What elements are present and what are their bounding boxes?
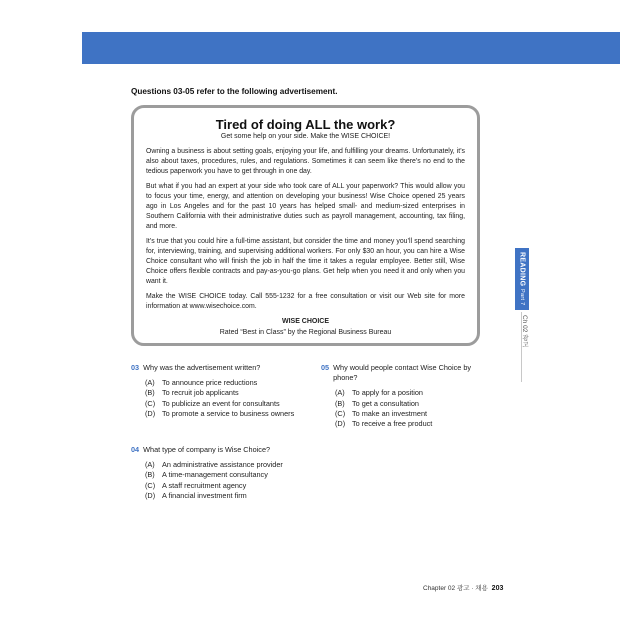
footer-chapter: Chapter 02 광고 · 채용 [423, 585, 488, 592]
ad-subhead: Get some help on your side. Make the WISE CHOICE! [220, 133, 391, 141]
answer-option[interactable] [145, 399, 306, 409]
option-text: To get a consultation [352, 398, 419, 408]
question-number: 05 [321, 363, 330, 372]
section-tab-reading [515, 248, 529, 310]
question-05 [321, 363, 493, 429]
ad-headline: Tired of doing ALL the work? [215, 117, 396, 132]
option-text: To apply for a position [352, 388, 423, 398]
question-stem: What type of company is Wise Choice? [143, 445, 271, 454]
option-letter: (D) [335, 419, 346, 429]
ad-signature-subtitle: Rated “Best in Class” by the Regional Business Bureau [219, 328, 392, 336]
option-letter: (B) [335, 398, 345, 408]
option-letter: (B) [145, 470, 155, 480]
option-letter: (B) [145, 388, 155, 398]
answer-option[interactable] [145, 409, 295, 419]
option-text: A staff recruitment agency [162, 480, 247, 490]
answer-options [145, 378, 306, 419]
section-tab-label: READING [518, 252, 526, 287]
option-letter: (D) [145, 490, 156, 500]
question-04 [131, 445, 316, 501]
option-text: To publicize an event for consultants [162, 398, 280, 408]
answer-option[interactable] [145, 378, 306, 388]
option-text: To receive a free product [352, 419, 433, 429]
question-number: 04 [131, 445, 140, 454]
answer-option[interactable] [145, 470, 316, 480]
option-text: A financial investment firm [162, 490, 247, 500]
option-text: To promote a service to business owners [162, 408, 295, 418]
ad-signature-name: WISE CHOICE [281, 318, 330, 326]
ad-paragraph: But what if you had an expert at your side who took care of ALL your paperwork? This would allow you to focus your time, energy, and attention on developing your business! Wise Choice opened 25 years ago in Los Angeles and for the past 10 years has helped small- and medium-sized enterprises in Southern California with their administrative duties such as payroll management, accounting, tax filing, and more. [146, 183, 465, 231]
section-tab-chapter: Ch 02 광고 [521, 315, 528, 348]
question-stem: Why was the advertisement written? [143, 363, 261, 372]
section-tab-part: Part 7 [519, 289, 525, 306]
option-text: A time-management consultancy [162, 470, 268, 480]
answer-option[interactable] [335, 388, 493, 398]
page-number: 203 [491, 585, 504, 592]
ad-paragraph: Owning a business is about setting goals, enjoying your life, and fulfilling your dreams. Unfortunately, it’s also about taxes, procedures, rules, and regulations. Sometimes it can seem like there’s no end to the tedious paperwork you have to get through in one day. [146, 148, 465, 176]
question-03 [131, 363, 306, 419]
ad-paragraph: It’s true that you could hire a full-time assistant, but consider the time and money you’ll spend searching for, interviewing, training, and supervising additional workers. For only $30 an hour, you can hire a Wise Choice consultant who will finish the job in half the time it takes a regular employee. Better still, Wise Choice offers flexible contracts and pay-as-you-go plans. Get help when you need it and only when you want it. [146, 238, 465, 286]
option-letter: (A) [145, 460, 155, 470]
answer-option[interactable] [145, 491, 316, 501]
answer-option[interactable] [145, 388, 306, 398]
option-text: To recruit job applicants [162, 388, 239, 398]
page-footer [423, 583, 503, 592]
option-letter: (C) [335, 408, 346, 418]
option-letter: (A) [145, 378, 155, 388]
answer-options [145, 460, 316, 501]
option-letter: (C) [145, 398, 156, 408]
answer-option[interactable] [335, 419, 493, 429]
option-text: An administrative assistance provider [162, 460, 283, 470]
answer-option[interactable] [145, 481, 316, 491]
option-letter: (C) [145, 480, 156, 490]
answer-option[interactable] [335, 399, 493, 409]
answer-option[interactable] [335, 409, 493, 419]
ad-paragraph: Make the WISE CHOICE today. Call 555-1232 for a free consultation or visit our Web site for more information at www.wisechoice.com. [146, 293, 465, 311]
option-letter: (A) [335, 388, 345, 398]
question-stem: Why would people contact Wise Choice by phone? [333, 363, 472, 383]
header-band [82, 32, 620, 64]
answer-option[interactable] [145, 460, 316, 470]
instruction-text: Questions 03-05 refer to the following advertisement. [131, 87, 338, 96]
advertisement-box [131, 105, 480, 346]
option-text: To make an investment [352, 408, 428, 418]
question-number: 03 [131, 363, 140, 372]
option-text: To announce price reductions [162, 378, 258, 388]
option-letter: (D) [145, 408, 156, 418]
answer-options [335, 388, 493, 429]
